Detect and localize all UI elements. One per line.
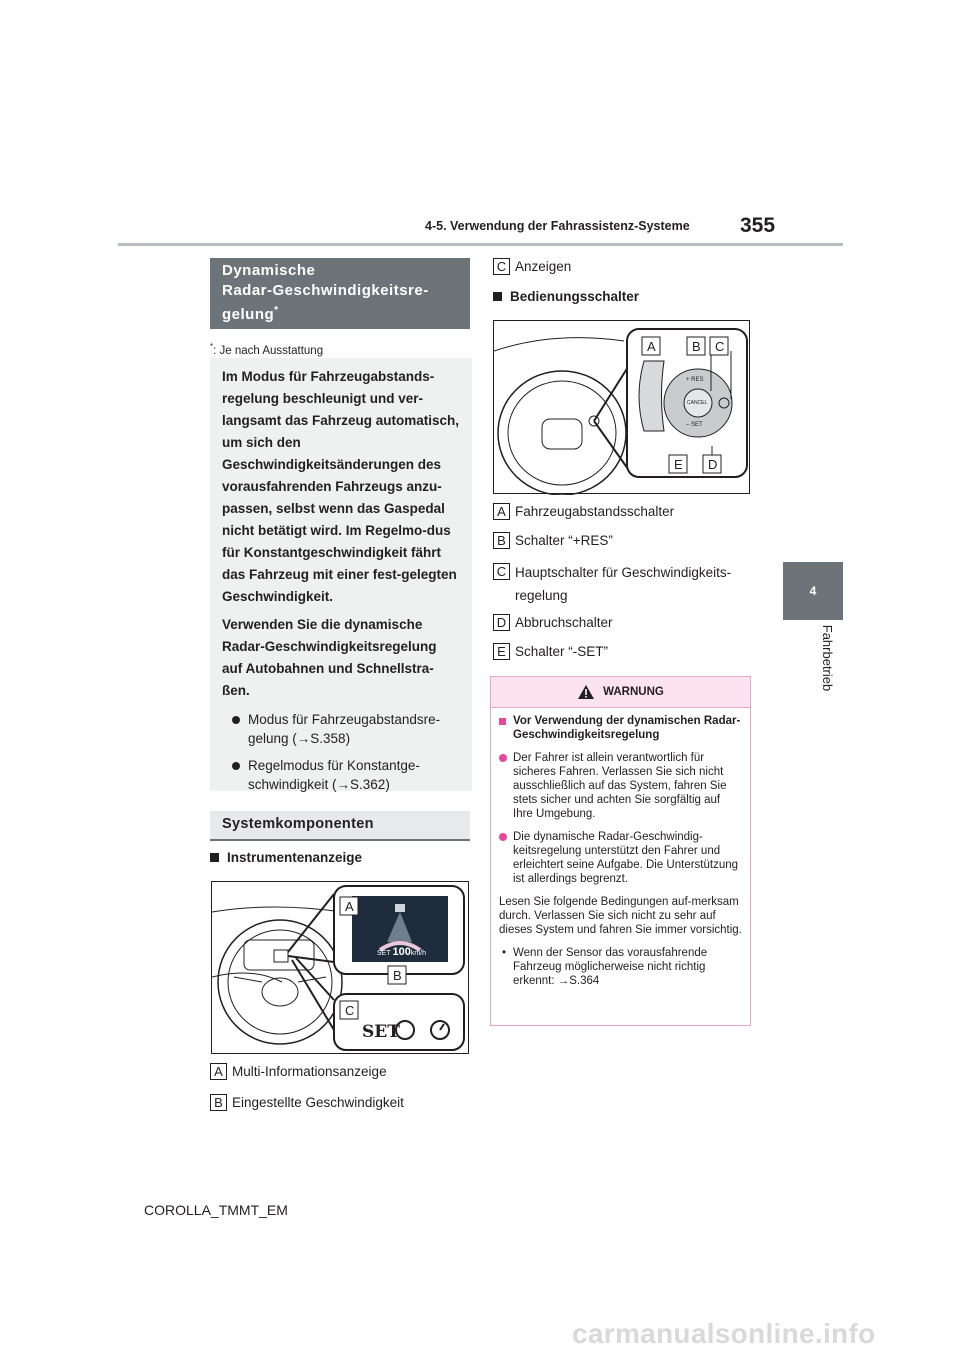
fig-letter-b: B	[393, 968, 402, 983]
intro-bullet[interactable]: Regelmodus für Konstantge-schwindigkeit (→S.362)	[222, 756, 460, 794]
instrument-heading: Instrumentenanzeige	[210, 850, 362, 865]
intro-paragraph-2: Verwenden Sie die dynamische Radar-Geschwindigkeitsregelung auf Autobahnen und Schnellstra-ßen.	[222, 617, 437, 698]
intro-paragraph-1: Im Modus für Fahrzeugabstands-regelung beschleunigt und ver-langsamt das Fahrzeug automatisch, um sich den Geschwindigkeitsänderungen des vorausfahrenden Fahrzeugs anzu-passen, selbst wenn das Gaspedal nicht betätigt wird. Im Regelmo-dus für Konstantgeschwindigkeit fährt das Fahrzeug mit einer fest-gelegten Geschwindigkeit.	[222, 369, 460, 604]
page-title	[210, 258, 470, 329]
fig-letter: B	[692, 339, 701, 354]
warning-header	[491, 677, 750, 708]
legend-item-d: D Abbruchschalter	[493, 614, 613, 631]
fig-letter-a: A	[345, 899, 354, 914]
chapter-label: Fahrbetrieb	[820, 624, 835, 692]
warning-paragraph: Lesen Sie folgende Bedingungen auf-merksam durch. Verlassen Sie sich nicht zu sehr auf dieses System und fahren Sie immer vorsichtig.	[499, 896, 742, 936]
title-line-2: Radar-Geschwindigkeitsre-	[222, 282, 429, 299]
warning-subtitle: Vor Verwendung der dynamischen Radar-Geschwindigkeitsregelung	[499, 714, 742, 742]
legend-item-c: C Anzeigen	[493, 258, 571, 275]
chapter-tab[interactable]: 4	[783, 562, 843, 620]
warning-item: Der Fahrer ist allein verantwortlich für sicheres Fahren. Verlassen Sie sich nicht ausschließlich auf das System, fahren Sie stets sicher und achten Sie sorgfältig auf Ihre Umgebung.	[499, 751, 742, 821]
bullet-icon	[232, 716, 240, 724]
fig-letter: E	[674, 457, 683, 472]
pink-square-icon	[499, 718, 506, 725]
switches-heading: Bedienungsschalter	[493, 289, 639, 304]
title-footnote-mark: *	[274, 305, 279, 316]
fig-letter-c: C	[345, 1003, 355, 1018]
cancel-label: CANCEL	[687, 400, 708, 406]
fig-letter: D	[708, 457, 718, 472]
title-line-1: Dynamische	[222, 262, 316, 279]
components-heading: Systemkomponenten	[210, 811, 470, 841]
legend-item-a: A Fahrzeugabstandsschalter	[493, 503, 674, 520]
legend-item-b: B Eingestellte Geschwindigkeit	[210, 1094, 404, 1111]
res-label: + RES	[686, 377, 704, 383]
intro-bullet[interactable]: Modus für Fahrzeugabstandsre-gelung (→S.358)	[222, 710, 460, 748]
footnote-text: : Je nach Ausstattung	[213, 344, 324, 357]
set-label: – SET	[686, 422, 703, 428]
fig-letter: C	[715, 339, 725, 354]
footnote-mark: *	[210, 342, 214, 351]
legend-item-a: A Multi-Informationsanzeige	[210, 1063, 387, 1080]
footnote	[210, 342, 323, 357]
legend-item-e: E Schalter “-SET”	[493, 643, 608, 660]
header-rule	[118, 243, 843, 246]
fig-letter: A	[647, 339, 656, 354]
pink-bullet-icon	[499, 833, 507, 841]
square-bullet-icon	[493, 292, 502, 301]
warning-triangle-icon	[577, 684, 595, 700]
warning-box	[490, 676, 751, 1026]
warning-bullet: • Wenn der Sensor das vorausfahrende Fahrzeug möglicherweise nicht richtig erkennt: →S.364	[502, 947, 708, 987]
set-indicator: SET	[362, 1022, 400, 1042]
title-line-3: gelung	[222, 306, 275, 323]
warning-item: Die dynamische Radar-Geschwindig-keitsregelung unterstützt den Fahrer und erleichtert seine Aufgabe. Die Unterstützung ist allerdings begrenzt.	[499, 830, 742, 886]
warning-title: WARNUNG	[603, 686, 664, 698]
pink-bullet-icon	[499, 754, 507, 762]
set-speed-readout: SET 100km/h	[377, 946, 426, 958]
instrument-figure	[211, 881, 469, 1054]
page-number: 355	[740, 214, 776, 237]
legend-item-b: B Schalter “+RES”	[493, 532, 613, 549]
switches-figure	[493, 320, 750, 494]
footer-doc-id: COROLLA_TMMT_EM	[144, 1202, 288, 1218]
instrument-illustration	[212, 882, 470, 1055]
watermark: carmanualsonline.info	[572, 1318, 876, 1349]
square-bullet-icon	[210, 853, 219, 862]
legend-item-c: C Hauptschalter für Geschwindigkeits-regelung	[493, 561, 755, 607]
section-title: 4-5. Verwendung der Fahrassistenz-Systeme	[425, 219, 690, 233]
bullet-icon	[232, 762, 240, 770]
intro-box	[210, 358, 472, 791]
